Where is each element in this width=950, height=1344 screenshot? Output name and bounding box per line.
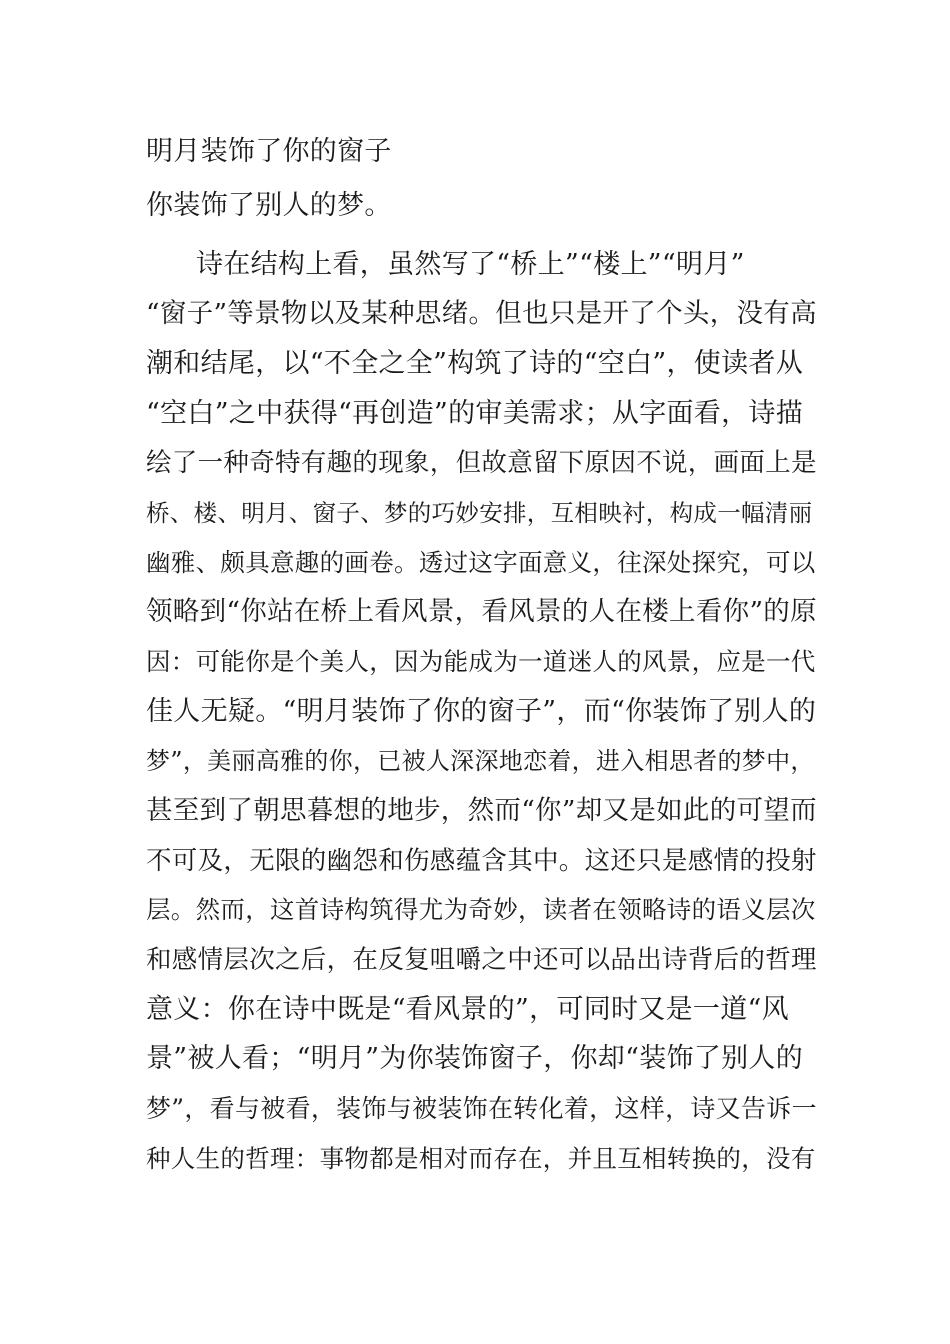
paragraph-line-6: 桥、楼、明月、窗子、梦的巧妙安排，互相映衬，构成一幅清丽 bbox=[146, 499, 813, 527]
paragraph-line-19: 种人生的哲理：事物都是相对而存在，并且互相转换的，没有 bbox=[146, 1144, 816, 1173]
paragraph-line-13: 不可及，无限的幽怨和伤感蕴含其中。这还只是感情的投射 bbox=[146, 846, 817, 876]
paragraph-line-5: 绘了一种奇特有趣的现象，但故意留下原因不说，画面上是 bbox=[146, 448, 817, 478]
paragraph-line-9: 因：可能你是个美人，因为能成为一道迷人的风景，应是一代 bbox=[146, 647, 816, 676]
paragraph-line-15: 和感情层次之后，在反复咀嚼之中还可以品出诗背后的哲理 bbox=[146, 945, 817, 975]
paragraph-line-10: 佳人无疑。“明月装饰了你的窗子”，而“你装饰了别人的 bbox=[146, 696, 817, 727]
paragraph-line-18: 梦”，看与被看，装饰与被装饰在转化着，这样，诗又告诉一 bbox=[146, 1094, 817, 1123]
paragraph-line-17: 景”被人看；“明月”为你装饰窗子，你却“装饰了别人的 bbox=[146, 1043, 804, 1074]
paragraph-line-14: 层。然而，这首诗构筑得尤为奇妙，读者在领略诗的语义层次 bbox=[146, 895, 816, 924]
paragraph-line-16: 意义：你在诗中既是“看风景的”，可同时又是一道“风 bbox=[146, 994, 789, 1025]
paragraph-line-3: 潮和结尾，以“不全之全”构筑了诗的“空白”，使读者从 bbox=[146, 348, 804, 379]
paragraph-line-2: “窗子”等景物以及某种思绪。但也只是开了个头，没有高 bbox=[146, 298, 817, 329]
poem-line-1: 明月装饰了你的窗子 bbox=[146, 136, 392, 167]
poem-line-2: 你装饰了别人的梦。 bbox=[146, 190, 392, 221]
paragraph-line-11: 梦”，美丽高雅的你，已被人深深地恋着，进入相思者的梦中， bbox=[146, 747, 815, 775]
paragraph-line-8: 领略到“你站在桥上看风景，看风景的人在楼上看你”的原 bbox=[146, 596, 817, 627]
paragraph-line-4: “空白”之中获得“再创造”的审美需求；从字面看，诗描 bbox=[146, 398, 804, 429]
paragraph-line-7: 幽雅、颇具意趣的画卷。透过这字面意义，往深处探究，可以 bbox=[146, 548, 816, 577]
paragraph-line-12: 甚至到了朝思暮想的地步，然而“你”却又是如此的可望而 bbox=[146, 795, 817, 826]
paragraph-line-1: 诗在结构上看，虽然写了“桥上”“楼上”“明月” bbox=[196, 249, 745, 280]
